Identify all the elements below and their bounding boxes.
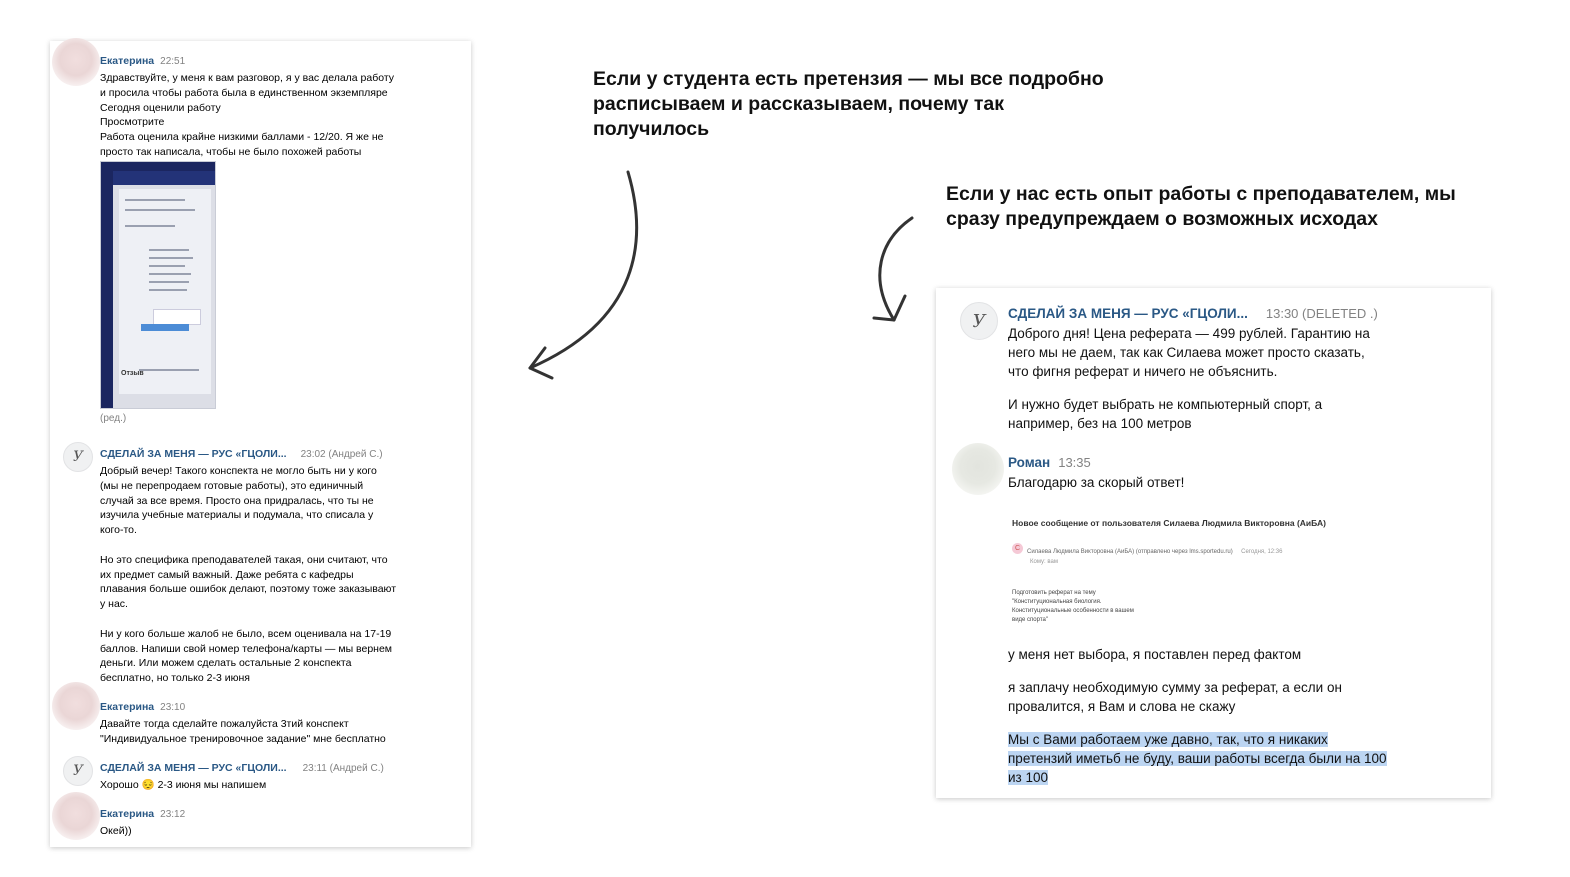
message <box>100 697 460 747</box>
highlighted-block <box>1008 730 1478 787</box>
bot-avatar[interactable] <box>63 756 93 786</box>
forwarded-email-image[interactable] <box>1012 518 1392 628</box>
caption-top: Если у студента есть претензия — мы все подробно расписываем и рассказываем, почему так получилось <box>593 68 1104 140</box>
message-time: 23:02 (Андрей С.) <box>300 449 383 460</box>
message <box>100 804 460 839</box>
bot-avatar[interactable] <box>63 442 93 472</box>
message-text: у меня нет выбора, я поставлен перед фактом <box>1008 647 1302 662</box>
email-title: Новое сообщение от пользователя Силаева Людмила Викторовна (АиБА) <box>1012 518 1326 528</box>
message-text: Окей)) <box>100 825 132 837</box>
sender-name[interactable]: СДЕЛАЙ ЗА МЕНЯ — РУС «ГЦОЛИ... <box>100 448 287 460</box>
message-time: 22:51 <box>160 56 186 67</box>
message-text: Давайте тогда сделайте пожалуйста 3тий конспект "Индивидуальное тренировочное задание" мне бесплатно <box>100 718 386 745</box>
caption-right: Если у нас есть опыт работы с преподавателем, мы сразу предупреждаем о возможных исходах <box>946 183 1456 230</box>
message-time: 23:10 <box>160 702 186 713</box>
sender-name[interactable]: СДЕЛАЙ ЗА МЕНЯ — РУС «ГЦОЛИ... <box>100 762 287 774</box>
email-from: Силаева Людмила Викторовна (АиБА) (отправлено через lms.sportedu.ru) <box>1027 549 1233 555</box>
message-text: И нужно будет выбрать не компьютерный спорт, а например, без на 100 метров <box>1008 397 1323 431</box>
message-text: Хорошо 😔 2-3 июня мы напишем <box>100 779 267 791</box>
message-text: Здравствуйте, у меня к вам разговор, я у вас делала работу и просила чтобы работа была в единственном экземпляре Сегодня оценили работу Просмотрите Работа оценила крайне низкими баллами - 12/20. Я же не просто так написала, чтобы не было похожей работы <box>100 72 395 158</box>
sender-name[interactable]: Екатерина <box>100 55 155 67</box>
message-time: 13:30 (DELETED .) <box>1265 306 1378 321</box>
message-text: я заплачу необходимую сумму за реферат, а если он провалится, я Вам и слова не скажу <box>1008 680 1342 714</box>
message <box>100 51 460 160</box>
avatar[interactable] <box>52 792 100 840</box>
bot-avatar[interactable] <box>960 302 998 340</box>
message <box>100 758 460 793</box>
edited-label: (ред.) <box>100 413 127 424</box>
bot-logo-icon: У <box>72 449 84 465</box>
highlighted-text[interactable]: Мы с Вами работаем уже давно, так, что я никаких претензий иметьб не буду, ваши работы всегда были на 100 из 100 <box>1008 732 1387 785</box>
email-to: Кому: вам <box>1030 559 1058 565</box>
message-text: Доброго дня! Цена реферата — 499 рублей. Гарантию на него мы не даем, так как Силаева может просто сказать, что фигня реферат и ничего не объяснить. <box>1008 326 1370 379</box>
message <box>1008 305 1478 433</box>
message-continuation <box>1008 645 1478 787</box>
sender-name[interactable]: Роман <box>1008 455 1051 470</box>
bot-logo-icon: У <box>72 763 84 779</box>
message-text: Добрый вечер! Такого конспекта не могло быть ни у кого (мы не перепродаем готовые работы), это единичный случай за все время. Просто она придралась, что ты не изучила учебные материалы и подумала, что списала у кого-то. Но это специфика преподавателей такая, они считают, что их предмет самый важный. Даже ребята с кафедры плавания больше ошибок делают, поэтому тоже заказывают у нас. Ни у кого больше жалоб не было, всем оценивала на 17-19 баллов. Напиши свой номер телефона/карты — мы вернем деньги. Или можем сделать остальные 2 конспекта бесплатно, но только 2-3 июня <box>100 465 397 685</box>
bot-logo-icon: У <box>972 310 986 332</box>
avatar[interactable] <box>52 682 100 730</box>
attachment-caption: Отзыв <box>121 370 144 377</box>
message-time: 23:12 <box>160 809 186 820</box>
sender-name[interactable]: СДЕЛАЙ ЗА МЕНЯ — РУС «ГЦОЛИ... <box>1008 306 1248 321</box>
message-time: 13:35 <box>1058 455 1091 470</box>
message <box>100 444 460 686</box>
sender-avatar-icon: С <box>1012 543 1023 554</box>
avatar[interactable] <box>952 443 1004 495</box>
attachment-screenshot[interactable] <box>100 161 216 409</box>
avatar[interactable] <box>52 38 100 86</box>
sender-name[interactable]: Екатерина <box>100 808 155 820</box>
message-time: 23:11 (Андрей С.) <box>302 763 384 774</box>
email-date: Сегодня, 12:36 <box>1241 549 1283 555</box>
message <box>1008 454 1478 492</box>
sender-name[interactable]: Екатерина <box>100 701 155 713</box>
message-text: Благодарю за скорый ответ! <box>1008 475 1185 490</box>
email-body: Подготовить реферат на тему "Конституциональная биология. Конституциональные особенности в вашем виде спорта" <box>1012 590 1134 623</box>
